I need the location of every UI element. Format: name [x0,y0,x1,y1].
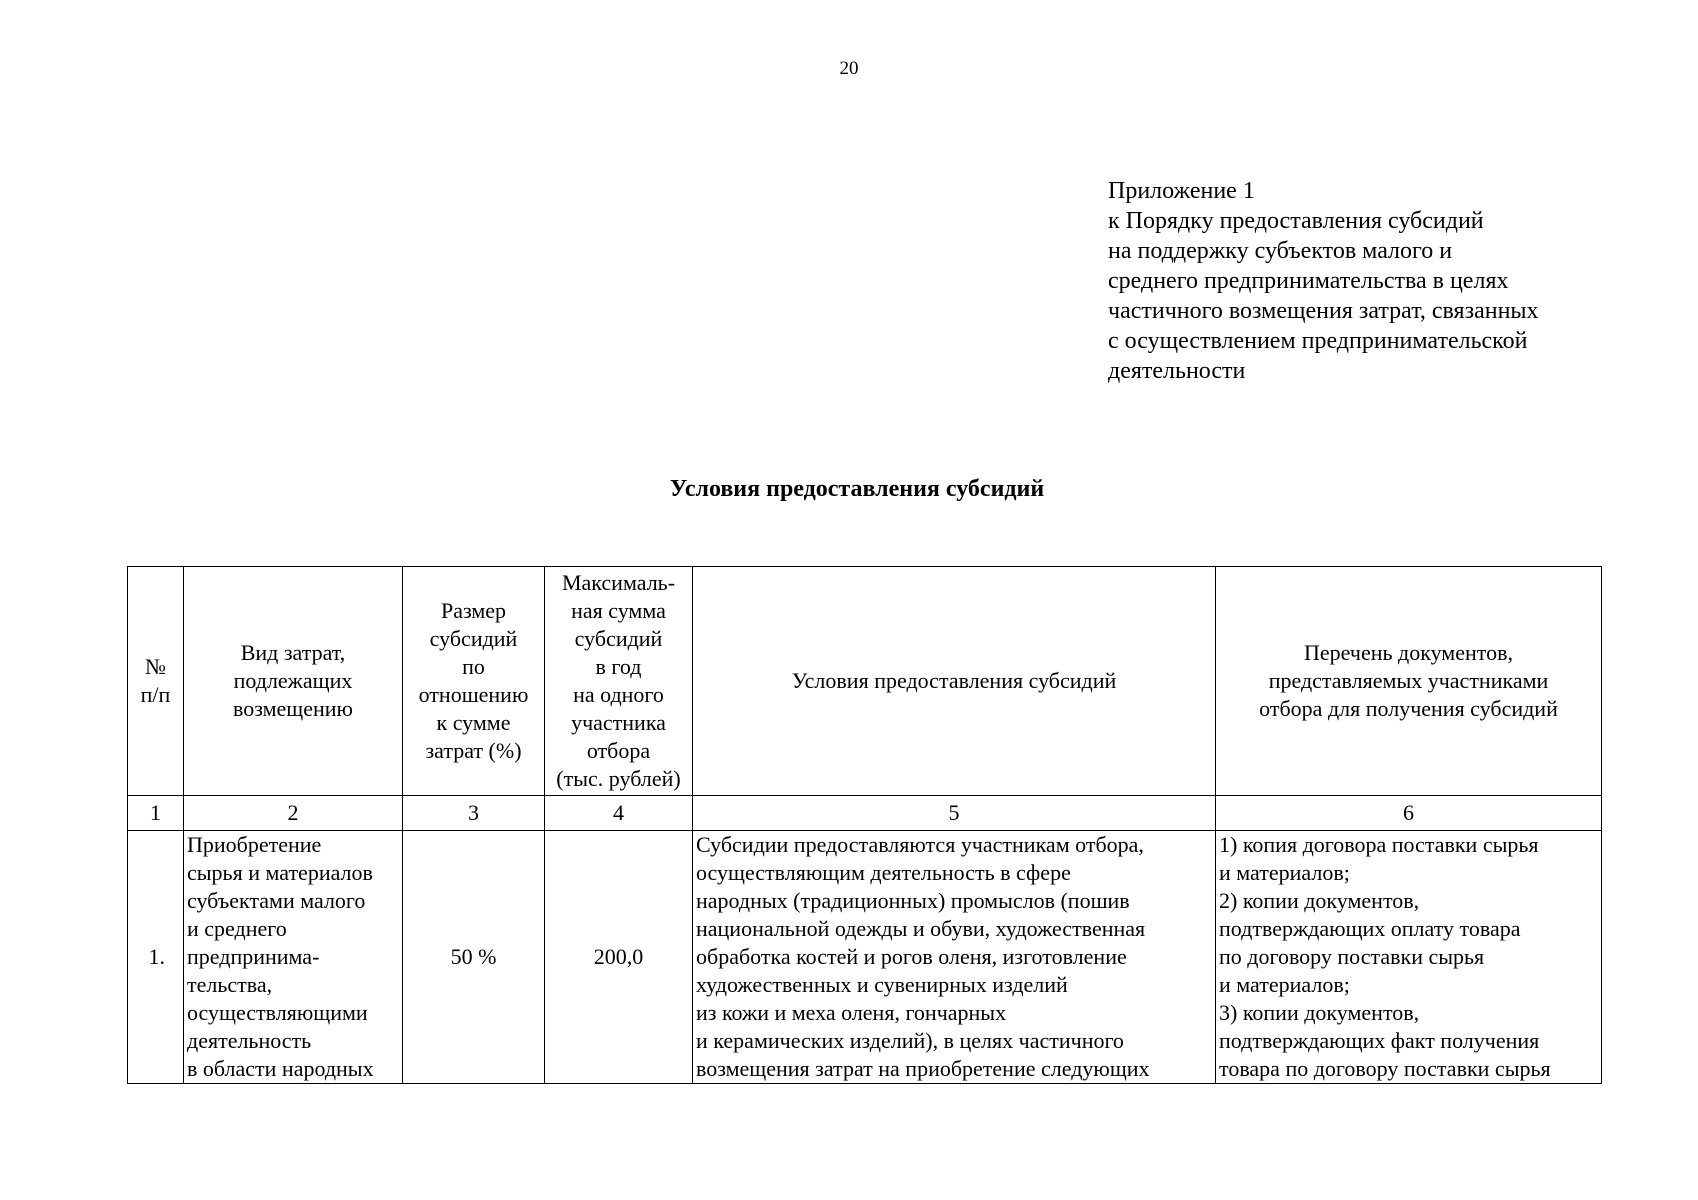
header-line: отбора [586,738,651,763]
page-number: 20 [839,58,859,79]
header-conditions [693,567,1216,796]
document-title: Условия предоставления субсидий [669,476,1045,502]
cell-line: тельства, [187,972,273,997]
column-number: 5 [693,796,1216,831]
appendix-line: на поддержку субъектов малого и [1108,238,1453,264]
cell-line: народных (традиционных) промыслов (пошив [696,888,1130,913]
cell-line: национальной одежды и обуви, художественная [696,916,1146,941]
appendix-line: деятельности [1108,358,1246,384]
header-max-amount [545,567,693,796]
header-line: (тыс. рублей) [556,766,681,791]
header-line: отбора для получения субсидий [1259,696,1558,721]
header-line: на одного [573,682,664,707]
cell-line: 3) копии документов, [1219,1000,1420,1025]
header-line: Условия предоставления субсидий [791,668,1117,693]
cell-line: предпринима- [187,944,320,969]
row-number: 1. [128,831,184,1084]
header-line: Размер [440,598,507,623]
subsidy-percent-cell: 50 % [403,831,545,1084]
header-line: субсидий [429,626,518,651]
table-row [128,831,1602,1084]
header-line: затрат (%) [425,738,522,763]
header-line: Перечень документов, [1304,640,1513,665]
header-line: участника [571,710,666,735]
column-number-row [128,796,1602,831]
cell-line: в области народных [187,1056,374,1081]
cell-line: сырья и материалов [187,860,373,885]
header-line: п/п [140,682,171,707]
cell-line: Приобретение [187,832,322,857]
header-line: отношению [418,682,529,707]
cell-line: деятельность [187,1028,312,1053]
cell-line: по договору поставки сырья [1219,944,1485,969]
cell-line: возмещения затрат на приобретение следующих [696,1056,1150,1081]
cell-line: и среднего [187,916,287,941]
header-line: № [145,654,166,679]
cell-line: художественных и сувенирных изделий [696,972,1068,997]
header-subsidy-percent [403,567,545,796]
documents-cell [1216,831,1602,1084]
column-number: 1 [128,796,184,831]
cell-line: осуществляющими [187,1000,368,1025]
cell-line: и материалов; [1219,972,1350,997]
appendix-note [1108,176,1668,386]
header-cost-type [184,567,403,796]
cell-line: из кожи и меха оленя, гончарных [696,1000,1007,1025]
header-line: возмещению [233,696,353,721]
cell-line: 1) копия договора поставки сырья [1219,832,1539,857]
cell-line: товара по договору поставки сырья [1219,1056,1551,1081]
appendix-line: среднего предпринимательства в целях [1108,268,1509,294]
appendix-line: Приложение 1 [1108,178,1255,204]
cell-line: и керамических изделий), в целях частичного [696,1028,1124,1053]
column-number: 2 [184,796,403,831]
header-line: Максималь- [561,570,676,595]
cell-line: подтверждающих оплату товара [1219,916,1521,941]
table-header-row [128,567,1602,796]
conditions-cell [693,831,1216,1084]
cell-line: осуществляющим деятельность в сфере [696,860,1071,885]
cell-line: 2) копии документов, [1219,888,1420,913]
appendix-line: к Порядку предоставления субсидий [1108,208,1484,234]
header-line: по [462,654,485,679]
header-line: ная сумма [571,598,666,623]
header-line: подлежащих [233,668,353,693]
cell-line: подтверждающих факт получения [1219,1028,1540,1053]
conditions-table [127,566,1602,1084]
header-documents [1216,567,1602,796]
header-line: в год [595,654,642,679]
cell-line: Субсидии предоставляются участникам отбора, [696,832,1144,857]
header-number [128,567,184,796]
column-number: 6 [1216,796,1602,831]
header-line: к сумме [436,710,511,735]
column-number: 3 [403,796,545,831]
appendix-line: с осуществлением предпринимательской [1108,328,1528,354]
cell-line: субъектами малого [187,888,366,913]
cell-line: и материалов; [1219,860,1350,885]
header-line: Вид затрат, [240,640,346,665]
header-line: субсидий [574,626,663,651]
cost-type-cell [184,831,403,1084]
column-number: 4 [545,796,693,831]
appendix-line: частичного возмещения затрат, связанных [1108,298,1539,324]
header-line: представляемых участниками [1268,668,1549,693]
max-amount-cell: 200,0 [545,831,693,1084]
cell-line: обработка костей и рогов оленя, изготовление [696,944,1127,969]
